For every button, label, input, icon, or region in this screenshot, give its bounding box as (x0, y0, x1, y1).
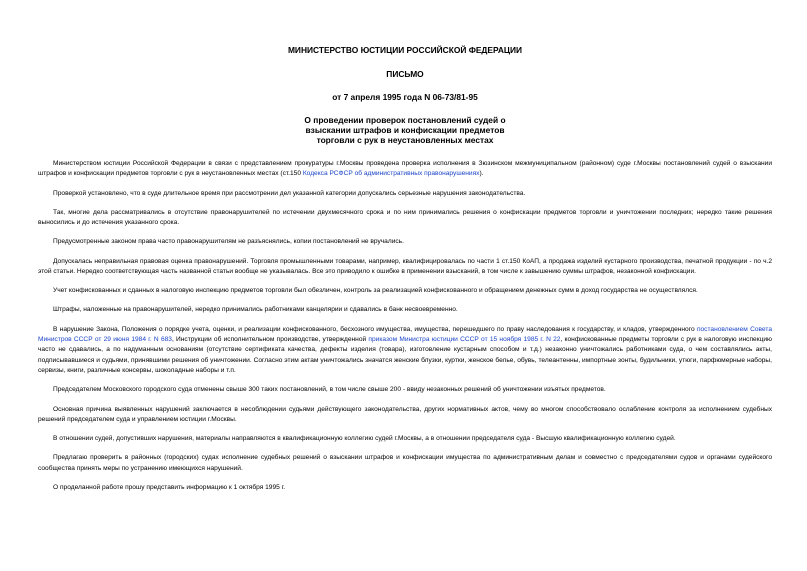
paragraph-8 (38, 325, 772, 377)
paragraph-2: Проверкой установлено, что в суде длительное время при рассмотрении дел указанной категории допускались серьезные нарушения законодательства. (53, 189, 526, 197)
link-sovmin[interactable]: постановлением Совета Министров СССР от 29 июня 1984 г. N 683 (38, 325, 772, 344)
p8-text-c: , конфискованные предметы торговли с рук в налоговую инспекцию часто не сдавались, а по надуманным основаниям (отсутствие сертификата качества, дефекты изделия (товара), изготовление кустарным способом и т.д.) незаконно уничтожались работниками суда, о чем составлялись акты, подписывавшиеся и судьями, принявшими решения об уничтожении. Согласно этим актам уничтожались значатся женские блузки, куртки, женское белье, обувь, телеантенны, импортные зонты, будильники, утюги, парфюмерные наборы, сервизы, книги, различные консервы, шоколадные наборы и т.п. (38, 336, 772, 375)
ministry-heading: МИНИСТЕРСТВО ЮСТИЦИИ РОССИЙСКОЙ ФЕДЕРАЦИИ (287, 45, 523, 55)
title-line-2: взыскании штрафов и конфискации предметов (305, 125, 505, 135)
paragraph-1 (38, 159, 772, 180)
paragraph-9: Председателем Московского городского суда отменены свыше 300 таких постановлений, в том числе свыше 200 - ввиду незаконных решений об уничтожении изъятых предметов. (53, 386, 606, 394)
paragraph-4: Предусмотренные законом права часто правонарушителям не разъяснялись, копии постановлений не вручались. (53, 238, 404, 246)
paragraph-13: О проделанной работе прошу представить информацию к 1 октября 1995 г. (53, 484, 286, 492)
paragraph-7: Штрафы, наложенные на правонарушителей, нередко принимались работниками канцелярии и сдавались в банк несвоевременно. (53, 306, 458, 314)
doc-type-heading: ПИСЬМО (386, 69, 424, 79)
paragraph-11: В отношении судей, допустивших нарушения, материалы направляются в квалификационную коллегию судей г.Москвы, а в отношении председателя суда - Высшую квалификационную коллегию судей. (53, 435, 676, 443)
title-line-1: О проведении проверок постановлений судей о (304, 115, 506, 125)
p8-text-b: , Инструкции об исполнительном производстве, утвержденной (171, 336, 369, 344)
paragraph-3: Так, многие дела рассматривались в отсутствие правонарушителей по истечении двухмесячного срока и по ним принимались решения о конфискации предметов торговли и уничтожении последних; нередко такие решения выносились и до истечения указанного срока. (38, 208, 772, 227)
paragraph-12: Предлагаю проверить в районных (городских) судах исполнение судебных решений о взыскании штрафов и конфискации имущества по административным делам и совместно с председателями судов и органами судейского сообщества принять меры по устранению имеющихся нарушений. (38, 454, 772, 472)
p1-text-b: ). (479, 170, 484, 178)
p8-text-a: В нарушение Закона, Положения о порядке учета, оценки, и реализации конфискованного, бесхозного имущества, имущества, перешедшего по праву наследования к государству, и кладов, утвержденного (53, 325, 697, 333)
p1-text-a: Министерством юстиции Российской Федерации в связи с представлением прокуратуры г.Москвы проведена проверка исполнения в Зюзинском межмуниципальном (районном) суде г.Москвы постановлений судей о взыскании штрафов и конфискации предметов торговли с рук в неустановленных местах (ст.150 (38, 160, 772, 178)
paragraph-6: Учет конфискованных и сданных в налоговую инспекцию предметов торговли был обезличен, контроль за реализацией конфискованного и обращением денежных сумм в доход государства не осуществлялся. (53, 287, 698, 295)
document-page (38, 42, 772, 502)
document-title (38, 115, 772, 145)
link-coap[interactable]: Кодекса РСФСР об административных правонарушениях (302, 170, 480, 178)
title-line-3: торговли с рук в неустановленных местах (316, 135, 494, 145)
link-minjust[interactable]: приказом Министра юстиции СССР от 15 ноября 1985 г. N 22 (368, 336, 561, 344)
paragraph-5: Допускалась неправильная правовая оценка правонарушений. Торговля промышленными товарами, например, квалифицировалась по части 1 ст.150 КоАП, а продажа изделий кустарного производства, печатной продукции - по ч.2 этой статьи. Нередко соответствующая часть названной статьи вообще не указывалась. Все это приводило к ошибке в применении взысканий, в том числе к завышению суммы штрафов, незаконной конфискации. (38, 257, 772, 276)
date-number-heading: от 7 апреля 1995 года N 06-73/81-95 (332, 92, 478, 102)
paragraph-10: Основная причина выявленных нарушений заключается в несоблюдении судьями действующего законодательства, других нормативных актов, чему во многом способствовало ослабление контроля за исполнением судебных решений председателем суда и управлением юстиции г.Москвы. (38, 405, 772, 424)
